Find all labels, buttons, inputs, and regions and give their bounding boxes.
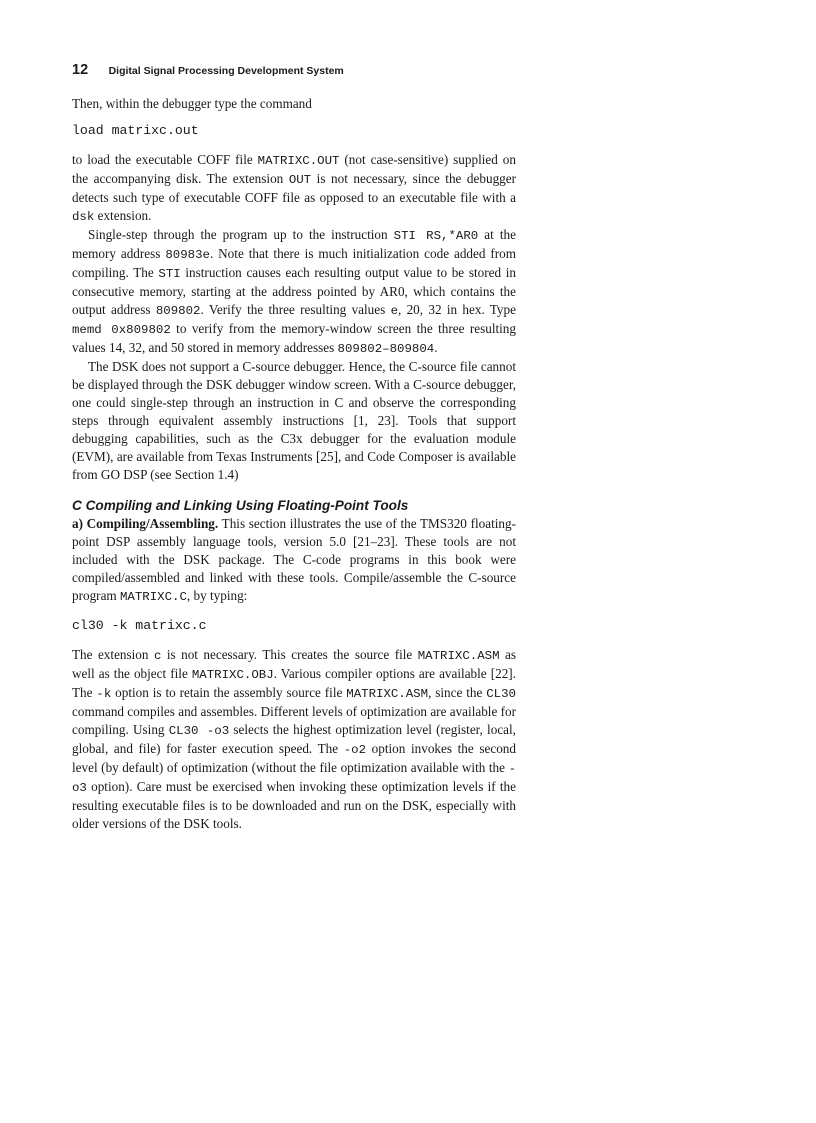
body-text [72,95,516,833]
running-head [72,61,516,79]
paragraph-compiling: a) Compiling/Assembling. This section illustrates the use of the TMS320 floating-point DSP assembly language tools, version 5.0 [21–23]. These tools are not included with the DSK package. The C-code programs in this book were compiled/assembled and linked with these tools. Compile/assemble the C-source program MATRIXC.C, by typing: [72,516,516,604]
section-heading: C Compiling and Linking Using Floating-Point Tools [72,498,409,513]
paragraph-compiler-options: The extension c is not necessary. This creates the source file MATRIXC.ASM as well as the object file MATRIXC.OBJ. Various compiler options are available [22]. The -k option is to retain the assembly source file MATRIXC.ASM, since the CL30 command compiles and assembles. Different levels of optimization are available for compiling. Using CL30 -o3 selects the highest optimization level (register, local, global, and file) for faster execution speed. The -o2 option invokes the second level (by default) of optimization (without the file optimization available with the -o3 option). Care must be exercised when invoking these optimization levels if the resulting executable files is to be downloaded and run on the DSK, especially with older versions of the DSK tools. [72,647,516,831]
paragraph-load-explanation: to load the executable COFF file MATRIXC.OUT (not case-sensitive) supplied on the accompanying disk. The extension OUT is not necessary, since the debugger detects such type of executable COFF file as opposed to an executable file with a dsk extension. [72,152,516,224]
code-line-load: load matrixc.out [72,123,199,138]
running-title: Digital Signal Processing Development System [108,65,344,77]
paragraph-single-step: Single-step through the program up to the instruction STI RS,*AR0 at the memory address 80983e. Note that there is much initialization code added from compiling. The STI instruction causes each resulting output value to be stored in consecutive memory, starting at the address pointed by AR0, which contains the output address 809802. Verify the three resulting values e, 20, 32 in hex. Type memd 0x809802 to verify from the memory-window screen the three resulting values 14, 32, and 50 stored in memory addresses 809802–809804. [72,227,516,356]
run-in-heading: a) Compiling/Assembling. [72,516,219,531]
paragraph-c-debugger: The DSK does not support a C-source debugger. Hence, the C-source file cannot be displayed through the DSK debugger window screen. With a C-source debugger, one could single-step through an instruction in C and observe the corresponding steps through equivalent assembly instructions [1, 23]. Tools that support debugging capabilities, such as the C3x debugger for the evaluation module (EVM), are available from Texas Instruments [25], and Code Composer is available from GO DSP (see Section 1.4) [72,359,516,482]
page-number: 12 [72,62,89,78]
code-line-cl30: cl30 -k matrixc.c [72,618,207,633]
paragraph-intro: Then, within the debugger type the command [72,96,312,111]
